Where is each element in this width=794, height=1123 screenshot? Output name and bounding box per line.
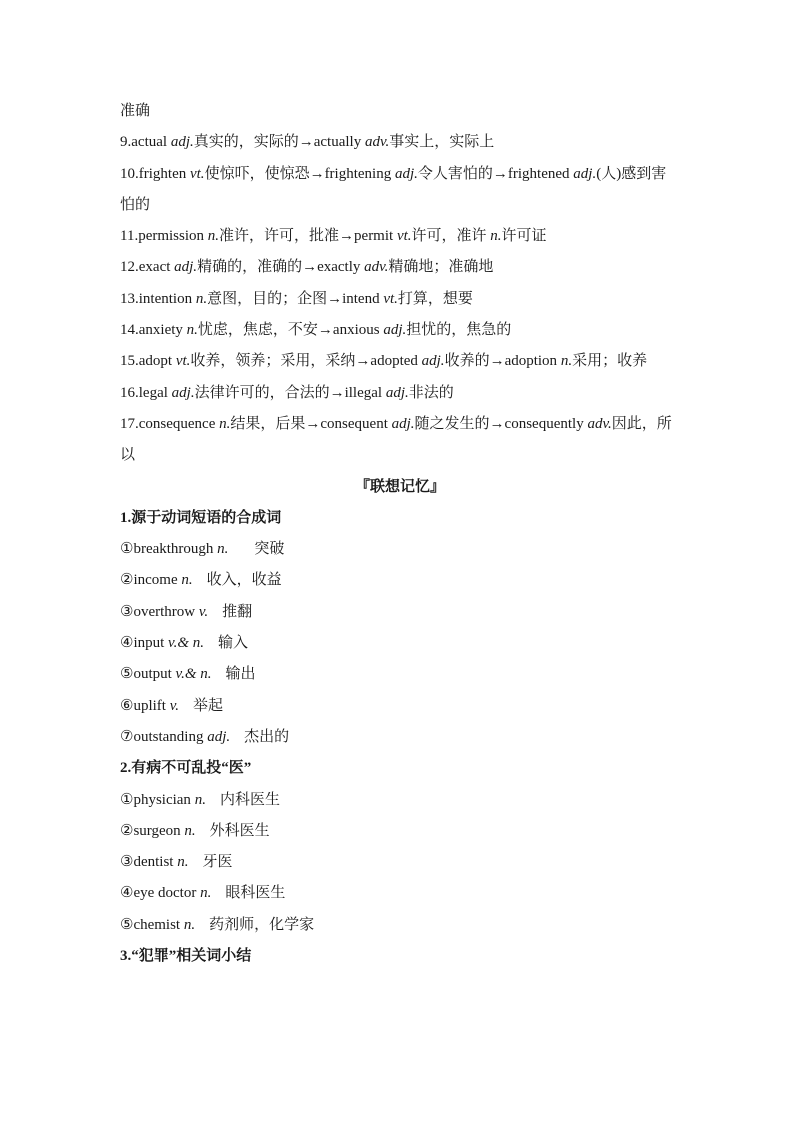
- entry-text: 非法的: [408, 384, 454, 401]
- pos-label: adj.: [421, 353, 445, 370]
- pos-label: n.: [490, 228, 502, 245]
- group-2-list: [120, 785, 680, 941]
- pos-label: n.: [200, 885, 212, 902]
- entry-text: 法律许可的，合法的→illegal: [194, 384, 386, 401]
- pos-label: adj.: [207, 728, 231, 745]
- entry-word: 11.permission: [120, 228, 208, 245]
- group-heading-2: 2.有病不可乱投“医”: [120, 760, 252, 777]
- pos-label: adv.: [364, 259, 389, 276]
- item-meaning: 眼科医生: [225, 885, 286, 902]
- entry-text: 打算，想要: [397, 290, 473, 307]
- item-meaning: 药剂师，化学家: [209, 916, 315, 933]
- list-item: [120, 847, 680, 878]
- entry-word: 16.legal: [120, 384, 172, 401]
- entry-text: 随之发生的→consequently: [414, 415, 588, 432]
- pos-label: vt.: [189, 165, 205, 182]
- item-meaning: 外科医生: [209, 822, 270, 839]
- entry-text: 意图，目的；企图→intend: [207, 290, 384, 307]
- pos-label: adj.: [383, 322, 407, 339]
- item-word: ⑥uplift: [120, 697, 170, 714]
- pos-label: n.: [207, 228, 220, 245]
- list-item: [120, 597, 680, 628]
- pos-label: adj.: [170, 134, 194, 151]
- pos-label: n.: [194, 791, 206, 808]
- pos-label: n.: [177, 854, 189, 871]
- entry-12: [120, 252, 680, 283]
- entry-text: 许可证: [501, 228, 547, 245]
- entry-text: 收养的→adoption: [444, 353, 561, 370]
- vocabulary-document: [120, 96, 680, 972]
- pos-label: v.: [169, 697, 179, 714]
- list-item: [120, 628, 680, 659]
- pos-label: adj.: [573, 165, 597, 182]
- item-meaning: 推翻: [222, 603, 253, 620]
- pos-label: adj.: [391, 415, 415, 432]
- entry-text: 精确地；准确地: [388, 259, 494, 276]
- item-word: ④input: [120, 635, 169, 652]
- list-item: [120, 816, 680, 847]
- group-heading-3: 3.“犯罪”相关词小结: [120, 948, 252, 965]
- entry-text: 忧虑，焦虑，不安→anxious: [197, 322, 384, 339]
- entry-text: 因此，所以: [120, 415, 672, 464]
- pos-label: adv.: [364, 134, 390, 151]
- list-item: [120, 785, 680, 816]
- item-meaning: 输出: [225, 666, 256, 683]
- pos-label: n.: [183, 916, 196, 933]
- pos-label: vt.: [383, 290, 398, 307]
- pos-label: n.: [219, 415, 231, 432]
- group-heading-1: 1.源于动词短语的合成词: [120, 509, 282, 526]
- item-meaning: 内科医生: [219, 791, 280, 808]
- pos-label: adj.: [394, 165, 418, 182]
- entry-word: 14.anxiety: [120, 322, 187, 339]
- item-word: ③overthrow: [120, 603, 199, 620]
- list-item: [120, 878, 680, 909]
- pos-label: n.: [181, 572, 193, 589]
- item-meaning: 牙医: [202, 854, 233, 871]
- item-word: ④eye doctor: [120, 885, 201, 902]
- entry-text: 事实上，实际上: [389, 134, 495, 151]
- entry-14: [120, 315, 680, 346]
- entry-17: [120, 409, 680, 472]
- list-item: [120, 659, 680, 690]
- entry-text: 真实的，实际的→actually: [193, 134, 365, 151]
- pos-label: adj.: [385, 384, 409, 401]
- entry-text: 准许，许可，批准→permit: [219, 228, 397, 245]
- entry-text: 结果，后果→consequent: [230, 415, 392, 432]
- entry-word: 13.intention: [120, 290, 196, 307]
- item-meaning: 杰出的: [244, 728, 290, 745]
- pos-label: n.: [184, 822, 196, 839]
- continuation-text: 准确: [120, 103, 151, 119]
- entry-word: 10.frighten: [120, 165, 190, 182]
- item-meaning: 举起: [193, 697, 224, 714]
- entry-text: 采用；收养: [572, 353, 648, 370]
- entry-text: 收养，领养；采用，采纳→adopted: [190, 353, 422, 370]
- item-word: ①breakthrough: [120, 541, 218, 558]
- entry-13: [120, 284, 680, 315]
- entry-word: 17.consequence: [120, 415, 220, 432]
- item-meaning: 突破: [254, 541, 285, 558]
- entry-text: 使惊吓，使惊恐→frightening: [204, 165, 395, 182]
- entry-word: 9.actual: [120, 134, 171, 151]
- item-word: ⑤output: [120, 666, 176, 683]
- pos-label: n.: [186, 322, 198, 339]
- item-meaning: 输入: [218, 635, 249, 652]
- section-title: 『联想记忆』: [354, 478, 445, 495]
- list-item: [120, 722, 680, 753]
- entry-9: [120, 127, 680, 158]
- pos-label: v.& n.: [168, 635, 205, 652]
- pos-label: adj.: [174, 259, 198, 276]
- item-meaning: 收入，收益: [206, 572, 282, 589]
- list-item: [120, 691, 680, 722]
- item-word: ⑤chemist: [120, 916, 184, 933]
- pos-label: n.: [560, 353, 573, 370]
- item-word: ③dentist: [120, 854, 178, 871]
- group-1-list: [120, 534, 680, 753]
- pos-label: v.& n.: [175, 666, 212, 683]
- entry-text: 令人害怕的→frightened: [417, 165, 574, 182]
- entry-word: 15.adopt: [120, 353, 176, 370]
- item-word: ⑦outstanding: [120, 728, 208, 745]
- entry-text: 担忧的，焦急的: [406, 322, 512, 339]
- entry-text: (人)感到害怕的: [120, 165, 667, 213]
- pos-label: vt.: [396, 228, 412, 245]
- item-word: ②income: [120, 572, 182, 589]
- pos-label: vt.: [175, 353, 191, 370]
- entry-11: [120, 221, 680, 252]
- pos-label: adv.: [587, 415, 612, 432]
- entry-text: 精确的，准确的→exactly: [197, 259, 365, 276]
- entry-10: [120, 159, 680, 222]
- pos-label: v.: [198, 603, 209, 620]
- item-word: ①physician: [120, 791, 195, 808]
- item-word: ②surgeon: [120, 822, 185, 839]
- list-item: [120, 910, 680, 941]
- entry-text: 许可，准许: [411, 228, 491, 245]
- pos-label: adj.: [171, 384, 195, 401]
- entry-15: [120, 346, 680, 377]
- pos-label: n.: [195, 290, 208, 307]
- list-item: [120, 534, 680, 565]
- list-item: [120, 565, 680, 596]
- pos-label: n.: [217, 541, 229, 558]
- entry-word: 12.exact: [120, 259, 175, 276]
- entry-16: [120, 378, 680, 409]
